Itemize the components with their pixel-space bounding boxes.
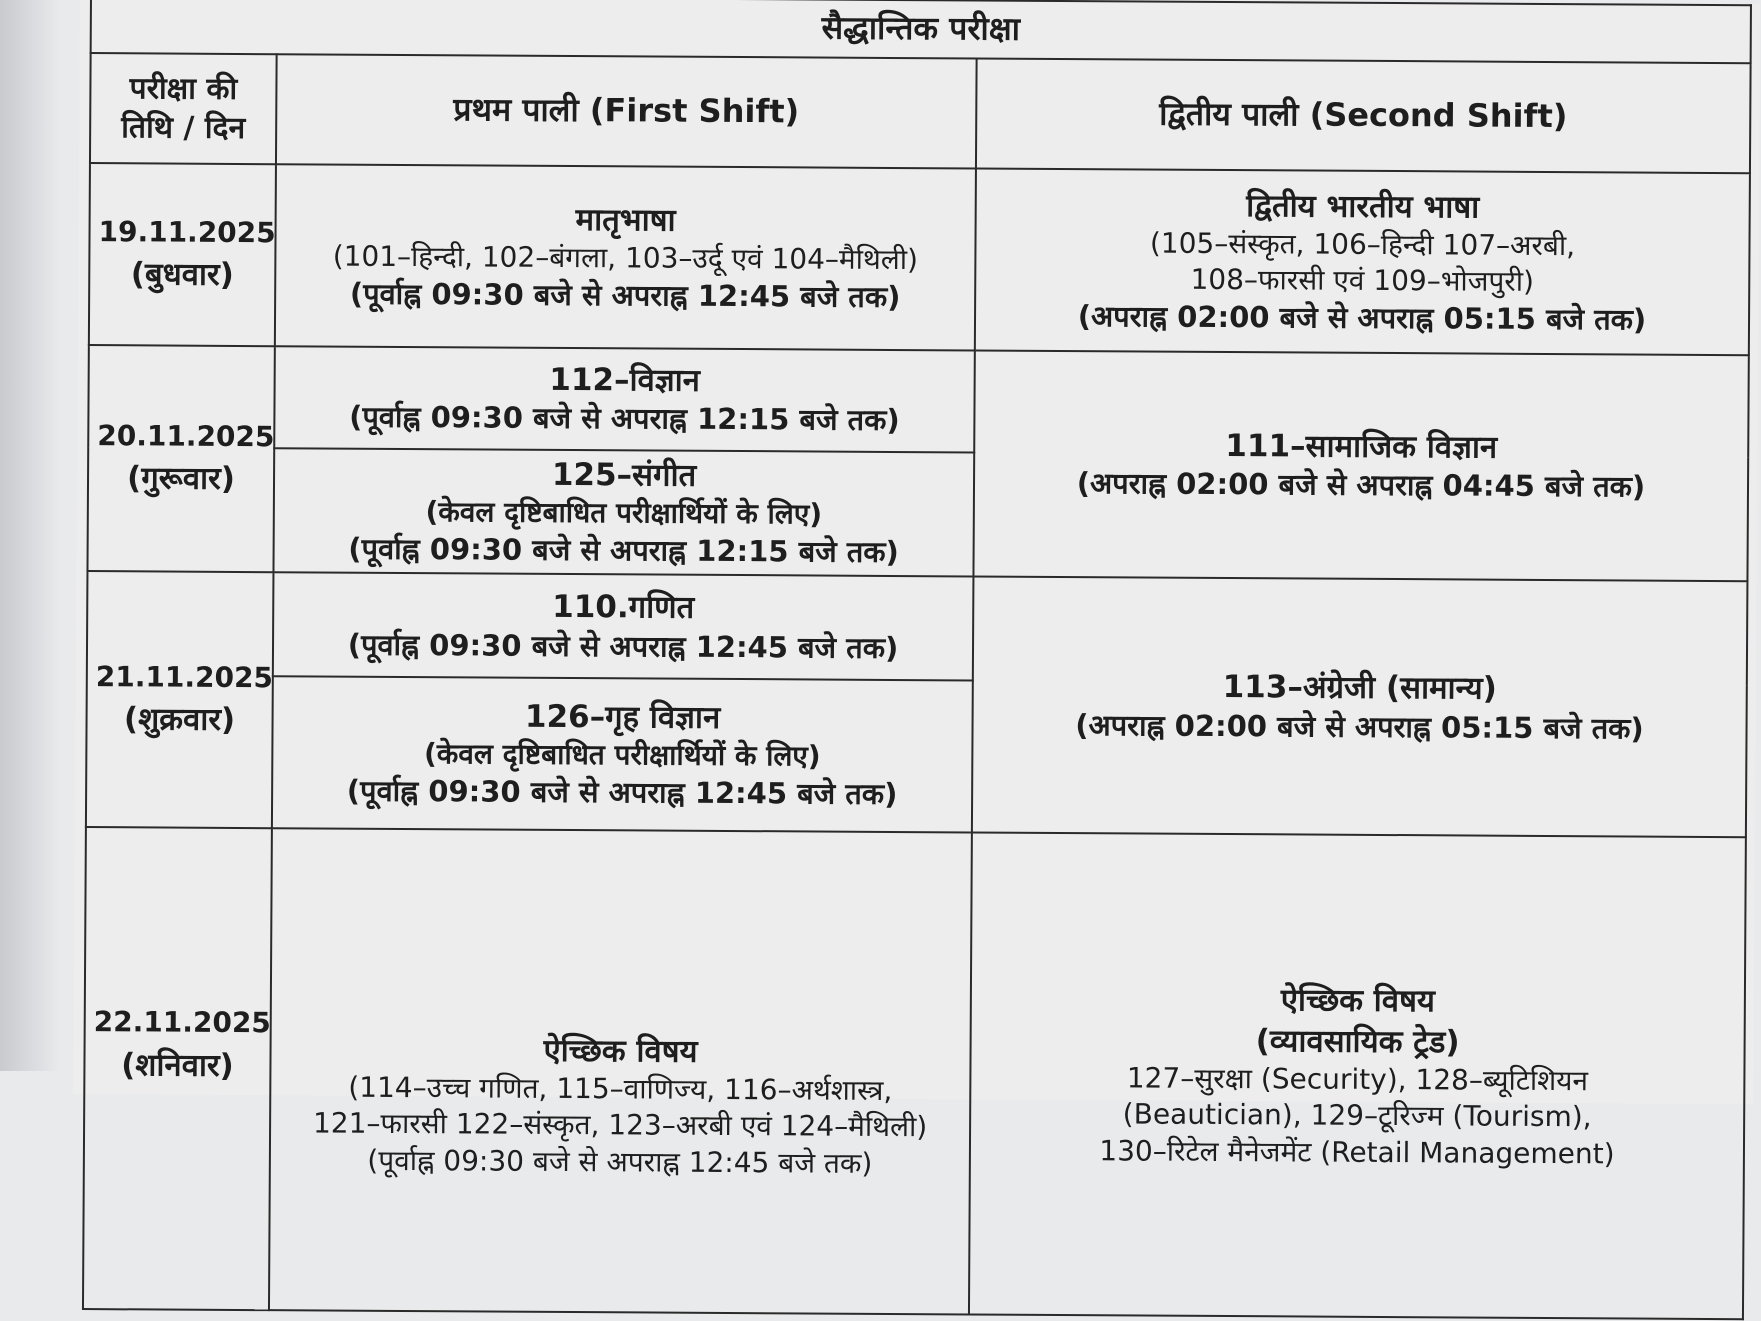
exam-time: (पूर्वाह्न 09:30 बजे से अपराह्न 12:15 बजे तक)	[349, 399, 900, 438]
exam-day: (गुरूवार)	[127, 460, 236, 498]
header-first-shift: प्रथम पाली (First Shift)	[276, 54, 977, 168]
table-row	[87, 571, 1748, 685]
second-shift-cell	[969, 833, 1746, 1320]
subject-name: 111–सामाजिक विज्ञान	[1225, 428, 1498, 466]
subject-detail: (Beautician), 129–टूरिज्म (Tourism),	[1122, 1097, 1592, 1134]
subject-name: 110.गणित	[552, 589, 695, 627]
exam-schedule-table	[82, 0, 1752, 1321]
header-second-shift: द्वितीय पाली (Second Shift)	[976, 58, 1751, 173]
header-date-line1: परीक्षा की	[129, 71, 238, 107]
exam-time: (पूर्वाह्न 09:30 बजे से अपराह्न 12:45 बजे तक)	[347, 627, 899, 665]
subject-name: 113–अंग्रेजी (सामान्य)	[1222, 669, 1497, 708]
subject-detail: 121–फारसी 122–संस्कृत, 123–अरबी एवं 124–मैथिली)	[312, 1106, 928, 1144]
second-shift-cell	[973, 350, 1748, 581]
exam-date: 20.11.2025	[97, 418, 275, 454]
subject-name: मातृभाषा	[575, 201, 676, 239]
subject-name: ऐच्छिक विषय	[1280, 982, 1436, 1020]
exam-time: (अपराह्न 02:00 बजे से अपराह्न 05:15 बजे तक)	[1075, 707, 1644, 746]
first-shift-cell	[275, 164, 976, 350]
subject-detail: (105–संस्कृत, 106–हिन्दी 107–अरबी,	[1149, 226, 1576, 263]
first-shift-cell	[274, 346, 975, 452]
date-cell	[86, 571, 274, 828]
subject-detail: 130–रिटेल मैनेजमेंट (Retail Management)	[1099, 1134, 1615, 1171]
first-shift-cell	[273, 448, 974, 577]
date-cell	[83, 827, 272, 1310]
exam-date: 22.11.2025	[93, 1005, 271, 1040]
subject-name: द्वितीय भारतीय भाषा	[1246, 187, 1480, 226]
exam-time: (पूर्वाह्न 09:30 बजे से अपराह्न 12:45 बजे तक)	[367, 1143, 873, 1180]
first-shift-cell	[272, 677, 973, 833]
exam-date: 21.11.2025	[95, 660, 274, 695]
date-cell	[89, 163, 276, 346]
exam-time: (पूर्वाह्न 09:30 बजे से अपराह्न 12:15 बजे तक)	[348, 531, 899, 569]
first-shift-cell	[269, 829, 972, 1315]
second-shift-cell	[975, 168, 1750, 355]
header-date-line2: तिथि / दिन	[121, 110, 246, 147]
exam-time: (अपराह्न 02:00 बजे से अपराह्न 05:15 बजे तक)	[1077, 298, 1647, 337]
subject-name: 125–संगीत	[551, 456, 697, 494]
subject-detail: (101–हिन्दी, 102–बंगला, 103–उर्दू एवं 104–मैथिली)	[332, 239, 919, 277]
subject-subtitle: (व्यावसायिक ट्रेड)	[1255, 1022, 1460, 1061]
table-row	[88, 345, 1749, 457]
subject-detail: (केवल दृष्टिबाधित परीक्षार्थियों के लिए)	[423, 737, 821, 774]
subject-detail: 108–फारसी एवं 109–भोजपुरी)	[1190, 263, 1535, 299]
exam-time: (पूर्वाह्न 09:30 बजे से अपराह्न 12:45 बजे तक)	[346, 773, 898, 811]
exam-date: 19.11.2025	[98, 214, 276, 249]
exam-day: (शुक्रवार)	[123, 701, 236, 739]
subject-detail: (114–उच्च गणित, 115–वाणिज्य, 116–अर्थशास्त्र,	[348, 1070, 893, 1107]
page-edge-shadow	[0, 0, 60, 1071]
header-date-day	[90, 53, 277, 164]
second-shift-cell	[972, 577, 1748, 838]
table-row	[89, 163, 1750, 355]
subject-name: ऐच्छिक विषय	[543, 1032, 698, 1070]
exam-day: (शनिवार)	[121, 1047, 234, 1084]
first-shift-cell	[273, 573, 974, 681]
exam-schedule-sheet	[73, 0, 1760, 1180]
exam-day: (बुधवार)	[130, 256, 234, 293]
table-row	[83, 827, 1746, 1319]
table-title: सैद्धान्तिक परीक्षा	[91, 0, 1751, 63]
exam-time: (अपराह्न 02:00 बजे से अपराह्न 04:45 बजे तक)	[1076, 466, 1646, 505]
subject-detail: 127–सुरक्षा (Security), 128–ब्यूटिशियन	[1126, 1061, 1589, 1098]
subject-name: 112–विज्ञान	[549, 361, 701, 399]
subject-detail: (केवल दृष्टिबाधित परीक्षार्थियों के लिए)	[425, 495, 823, 531]
date-cell	[87, 345, 274, 573]
exam-time: (पूर्वाह्न 09:30 बजे से अपराह्न 12:45 बजे तक)	[349, 276, 901, 314]
subject-name: 126–गृह विज्ञान	[524, 698, 721, 737]
